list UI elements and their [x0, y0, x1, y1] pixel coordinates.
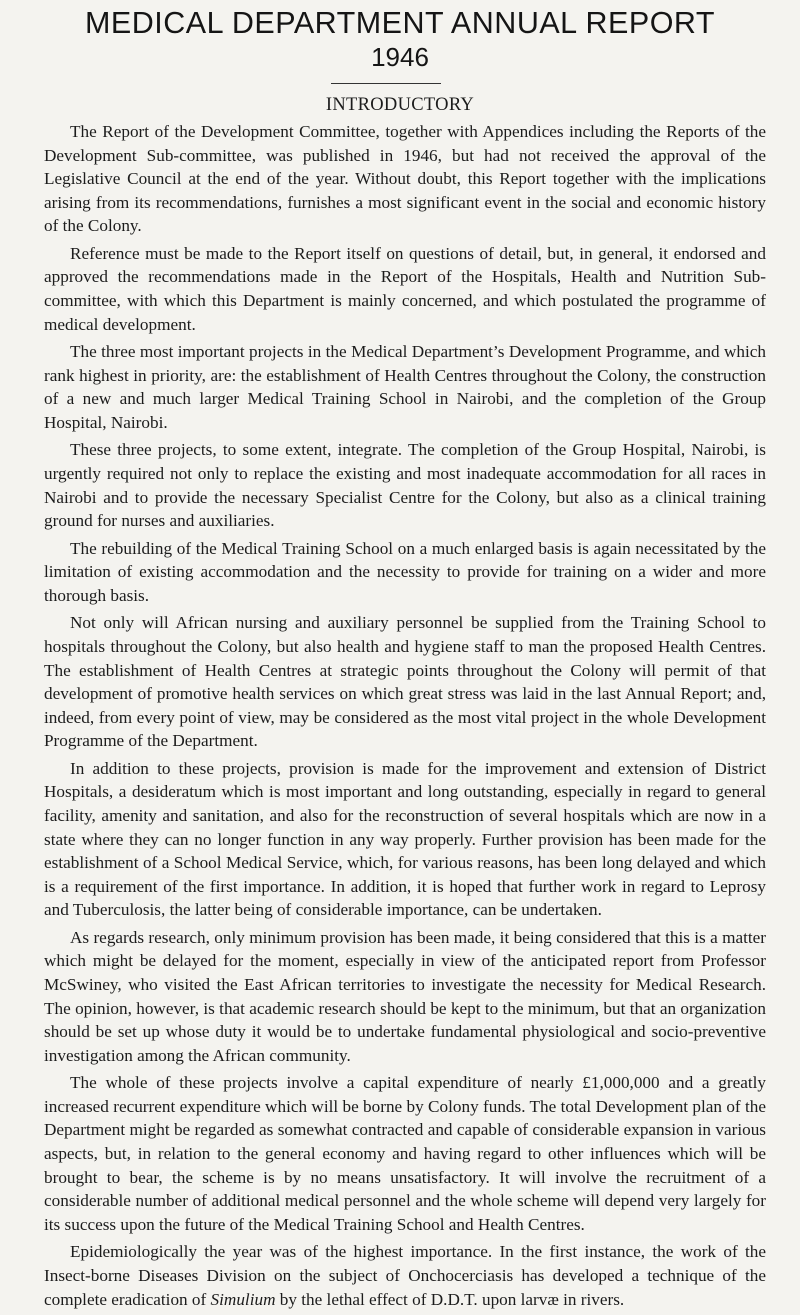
paragraph — [44, 926, 766, 1068]
section-heading: INTRODUCTORY — [325, 95, 475, 115]
paragraph — [44, 611, 766, 753]
report-title: MEDICAL DEPARTMENT ANNUAL REPORT — [84, 6, 716, 40]
title-divider — [331, 83, 441, 84]
paragraph — [44, 438, 766, 532]
italic-term: Simulium — [210, 1289, 276, 1309]
paragraph — [44, 1240, 766, 1311]
paragraph-text: In addition to these projects, provision is made for the improvement and extension of District Hospitals, a desideratum which is most important and long outstanding, especially in regard to general facility, amenity and sanitation, and also for the reconstruction of several hospitals which are now in a state where they can no longer function in any way properly. Further provision has been made for the establishment of a School Medical Service, which, for various reasons, has been long delayed and which is a requirement of the first importance. In addition, it is hoped that further work in regard to Leprosy and Tuberculosis, the latter being of considerable importance, can be undertaken. — [44, 758, 766, 920]
paragraph — [44, 537, 766, 608]
paragraph-text: As regards research, only minimum provision has been made, it being considered that this is a matter which might be delayed for the moment, especially in view of the anticipated report from Professor McSwiney, who visited the East African territories to investigate the necessity for Medical Research. The opinion, however, is that academic research should be kept to the minimum, but that an organization should be set up whose duty it would be to undertake fundamental physiological and socio-preventive investigation among the African community. — [44, 927, 766, 1065]
body-text — [44, 120, 766, 1315]
paragraph-text: by the lethal effect of D.D.T. upon larvæ in rivers. — [275, 1289, 625, 1309]
paragraph-text: The rebuilding of the Medical Training School on a much enlarged basis is again necessitated by the limitation of existing accommodation and the necessity to provide for training on a wider and more thorough basis. — [44, 538, 766, 605]
paragraph-text: The Report of the Development Committee, together with Appendices including the Reports of the Development Sub-committee, was published in 1946, but had not received the approval of the Legislative Council at the end of the year. Without doubt, this Report together with the implications arising from its recommendations, furnishes a most significant event in the social and economic history of the Colony. — [44, 122, 766, 236]
paragraph-text: Epidemiologically the year was of the highest importance. In the first instance, the work of the Insect-borne Diseases Division on the subject of Onchocerciasis has developed a technique of the complete eradication of — [44, 1242, 766, 1309]
report-year: 1946 — [371, 42, 429, 72]
paragraph — [44, 757, 766, 922]
paragraph-text: These three projects, to some extent, integrate. The completion of the Group Hospital, Nairobi, is urgently required not only to replace the existing and most inadequate accommodation for all races in Nairobi and to provide the necessary Specialist Centre for the Colony, but also as a clinical training ground for nurses and auxiliaries. — [44, 440, 766, 531]
paragraph — [44, 1071, 766, 1236]
paragraph — [44, 120, 766, 238]
paragraph — [44, 242, 766, 336]
paragraph-text: Reference must be made to the Report itself on questions of detail, but, in general, it endorsed and approved the recommendations made in the Report of the Hospitals, Health and Nutrition Sub-committee, with which this Department is mainly concerned, and which postulated the programme of medical development. — [44, 243, 766, 334]
paragraph — [44, 340, 766, 434]
paragraph-text: The three most important projects in the Medical Department’s Development Programme, and which rank highest in priority, are: the establishment of Health Centres throughout the Colony, the construction of a new and much larger Medical Training School in Nairobi, and the completion of the Group Hospital, Nairobi. — [44, 342, 766, 432]
paragraph-text: Not only will African nursing and auxiliary personnel be supplied from the Training School to hospitals throughout the Colony, but also health and hygiene staff to man the proposed Health Centres. The establishment of Health Centres at strategic points throughout the Colony will permit of that development of promotive health services on which great stress was laid in the last Annual Report; and, indeed, from every point of view, may be considered as the most vital project in the whole Development Programme of the Department. — [44, 613, 766, 751]
paragraph-text: The whole of these projects involve a capital expenditure of nearly £1,000,000 and a greatly increased recurrent expenditure which will be borne by Colony funds. The total Development plan of the Department might be regarded as somewhat contracted and capable of considerable expansion in various aspects, but, in relation to the general economy and having regard to other influences which will be brought to bear, the scheme is by no means unsatisfactory. It will involve the recruitment of a considerable number of additional medical personnel and the whole scheme will depend very largely for its success upon the future of the Medical Training School and Health Centres. — [44, 1073, 766, 1234]
